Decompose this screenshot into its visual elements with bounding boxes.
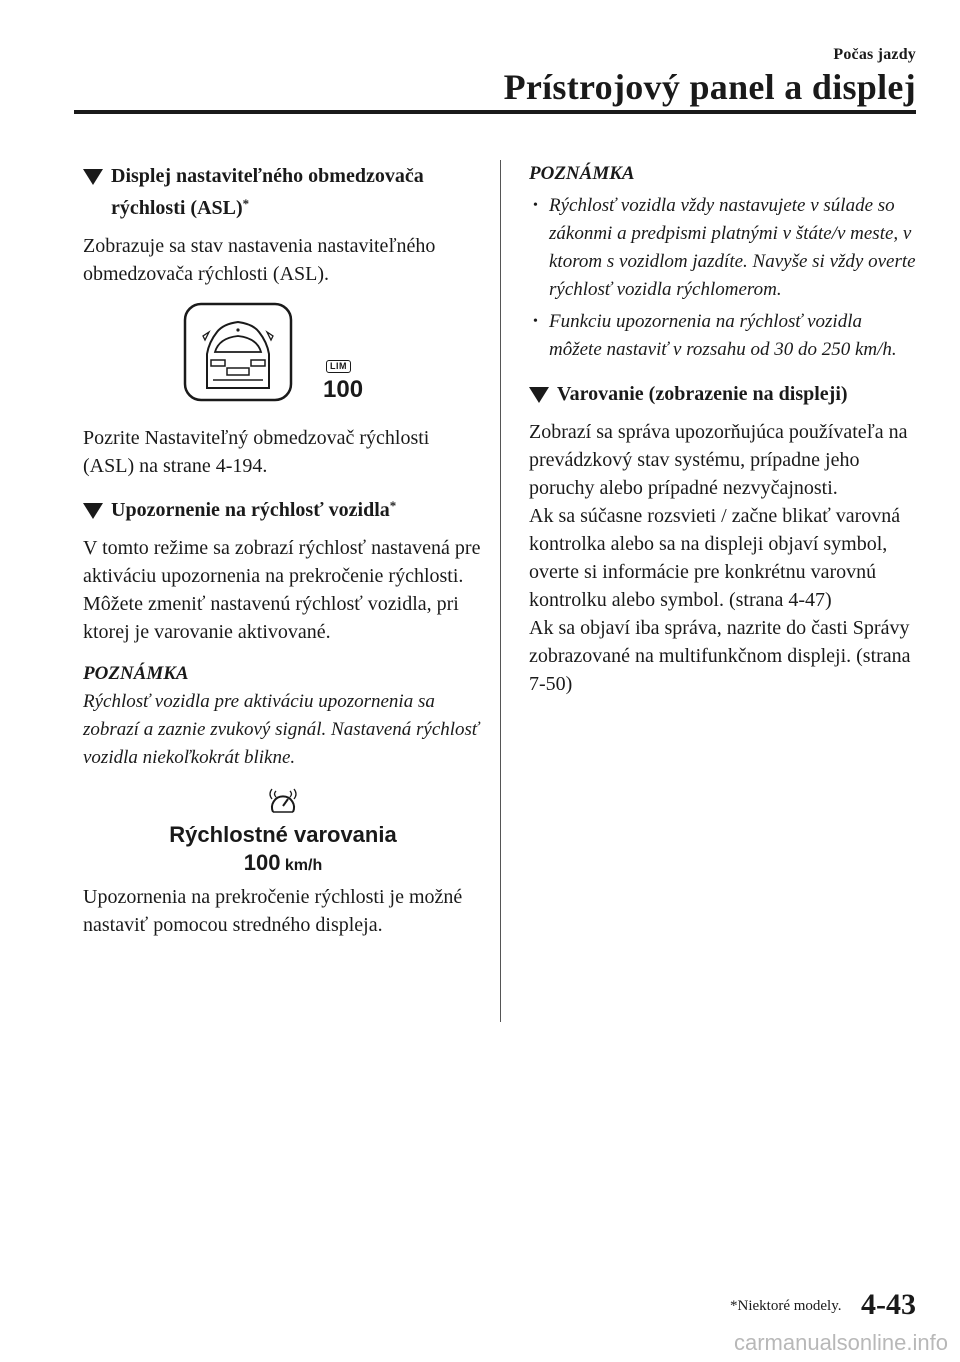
- page-number: 4-43: [861, 1288, 916, 1321]
- note-label: POZNÁMKA: [83, 663, 189, 684]
- list-item: • Funkciu upozornenia na rýchlosť vozidla môžete nastaviť v rozsahu od 30 do 250 km/h.: [529, 308, 919, 364]
- warning-para-3: Ak sa objaví iba správa, nazrite do časti Správy zobrazované na multifunkčnom displeji. (strana 7-50): [529, 617, 911, 695]
- section-heading-warning: Varovanie (zobrazenie na displeji): [529, 378, 919, 410]
- triangle-bullet-icon: [529, 387, 549, 403]
- speed-alert-icon: [263, 786, 303, 816]
- warning-para-1: Zobrazí sa správa upozorňujúca používateľa na prevádzkový stav systému, prípadne jeho poruchy alebo prípadné nezvyčajnosti.: [529, 421, 908, 499]
- asl-display-figure: [83, 302, 483, 412]
- right-column: [529, 160, 919, 712]
- chapter-subtitle: Počas jazdy: [833, 46, 916, 63]
- section-heading-speed-warning: Upozornenie na rýchlosť vozidla*: [83, 494, 483, 526]
- lim-speed-value: 100: [323, 376, 364, 403]
- note-bullet-list: [529, 192, 919, 364]
- asl-description: Zobrazuje sa stav nastavenia nastaviteľného obmedzovača rýchlosti (ASL).: [83, 235, 436, 285]
- column-divider: [500, 160, 501, 1022]
- left-column: [83, 160, 483, 953]
- triangle-bullet-icon: [83, 503, 103, 519]
- display-speed: 100 km/h: [243, 850, 323, 875]
- speed-warning-setting-text: Upozornenia na prekročenie rýchlosti je možné nastaviť pomocou stredného displeja.: [83, 886, 463, 936]
- note-text: Rýchlosť vozidla pre aktiváciu upozornenia sa zobrazí a zaznie zvukový signál. Nastavená rýchlosť vozidla niekoľkokrát blikne.: [83, 691, 479, 768]
- header-rule: [74, 110, 916, 114]
- asl-reference: Pozrite Nastaviteľný obmedzovač rýchlosti (ASL) na strane 4-194.: [83, 427, 430, 477]
- speed-warning-display-figure: [83, 786, 483, 879]
- note-label: POZNÁMKA: [529, 163, 635, 184]
- speed-warning-description: V tomto režime sa zobrazí rýchlosť nastavená pre aktiváciu upozornenia na prekročenie rýchlosti. Môžete zmeniť nastavenú rýchlosť vozidla, pri ktorej je varovanie aktivované.: [83, 537, 481, 643]
- list-item: • Rýchlosť vozidla vždy nastavujete v súlade so zákonmi a predpismi platnými v štáte/v meste, v ktorom s vozidlom jazdíte. Navyše si vždy overte rýchlosť vozidla rýchlomerom.: [529, 192, 919, 304]
- warning-para-2: Ak sa súčasne rozsvieti / začne blikať varovná kontrolka alebo sa na displeji objaví symbol, overte si informácie pre konkrétnu varovnú kontrolku alebo symbol. (strana 4-47): [529, 505, 901, 611]
- lim-badge: LIM: [326, 360, 351, 373]
- page-title: Prístrojový panel a displej: [503, 67, 916, 107]
- car-rear-icon: [183, 302, 293, 402]
- footnote: *Niektoré modely.: [730, 1298, 842, 1314]
- section-heading-asl: Displej nastaviteľného obmedzovača rýchlosti (ASL)*: [83, 160, 483, 224]
- display-title: Rýchlostné varovania: [169, 822, 397, 847]
- watermark: carmanualsonline.info: [733, 1330, 948, 1355]
- triangle-bullet-icon: [83, 169, 103, 185]
